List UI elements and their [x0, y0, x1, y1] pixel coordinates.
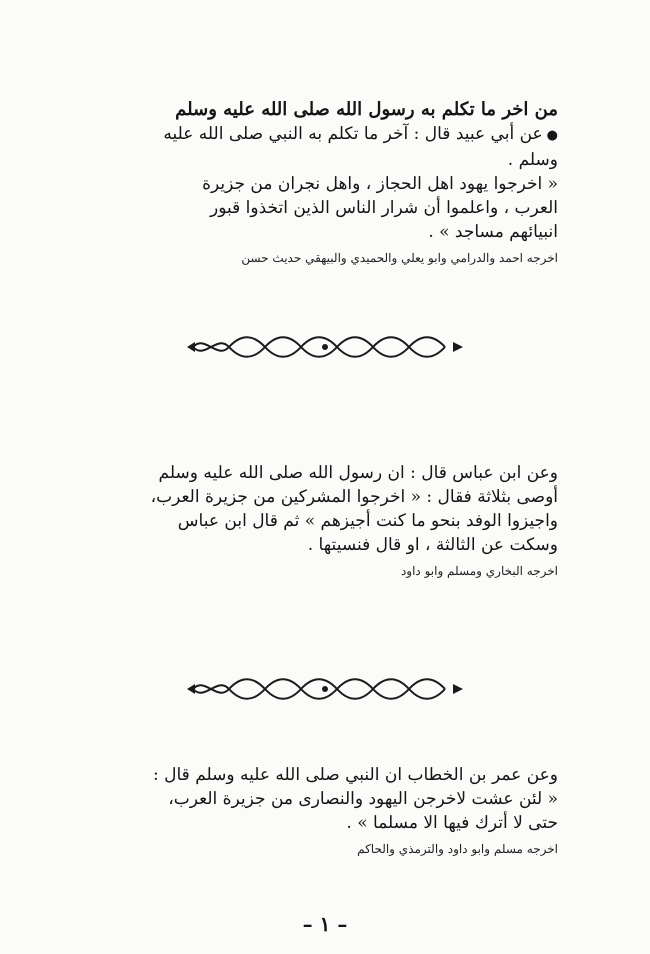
hadith-1-source: اخرجه احمد والدرامي وابو يعلي والحميدي والبيهقي حديث حسن: [241, 251, 558, 265]
hadith-block-2: [78, 461, 558, 581]
hadith-3-line-2: « لئن عشت لاخرجن اليهود والنصارى من جزيرة العرب،: [168, 789, 558, 809]
hadith-2-line-4: وسكت عن الثالثة ، او قال فنسيتها .: [307, 535, 558, 555]
hadith-1-line-3: « اخرجوا يهود اهل الحجاز ، واهل نجران من جزيرة: [202, 174, 558, 194]
page-number: – ١ –: [302, 912, 348, 936]
hadith-2-line-2: أوصى بثلاثة فقال : « اخرجوا المشركين من جزيرة العرب،: [150, 487, 558, 507]
hadith-block-3: [78, 763, 558, 859]
hadith-2-source: اخرجه البخاري ومسلم وابو داود: [400, 564, 558, 578]
hadith-3-line-1: وعن عمر بن الخطاب ان النبي صلى الله عليه وسلم قال :: [153, 765, 558, 785]
hadith-3-source: اخرجه مسلم وابو داود والترمذي والحاكم: [357, 842, 558, 856]
hadith-1-line-1: ●عن أبي عبيد قال : آخر ما تكلم به النبي صلى الله عليه: [163, 124, 558, 144]
hadith-1-line-5: انبيائهم مساجد » .: [428, 222, 558, 242]
hadith-1-line-4: العرب ، واعلموا أن شرار الناس الذين اتخذوا قبور: [209, 198, 558, 218]
ornament-divider-1: [185, 330, 465, 364]
hadith-2-line-1: وعن ابن عباس قال : ان رسول الله صلى الله عليه وسلم: [158, 463, 558, 483]
section-heading: من اخر ما تكلم به رسول الله صلى الله عليه وسلم: [175, 99, 558, 120]
ornament-divider-2: [185, 672, 465, 706]
hadith-2-line-3: واجيزوا الوفد بنحو ما كنت أجيزهم » ثم قال ابن عباس: [177, 511, 558, 531]
hadith-1-line-2: وسلم .: [507, 150, 558, 170]
hadith-block-1: [78, 98, 558, 268]
hadith-3-line-3: حتى لا أترك فيها الا مسلما » .: [346, 813, 558, 833]
bullet-icon: ●: [546, 128, 558, 143]
